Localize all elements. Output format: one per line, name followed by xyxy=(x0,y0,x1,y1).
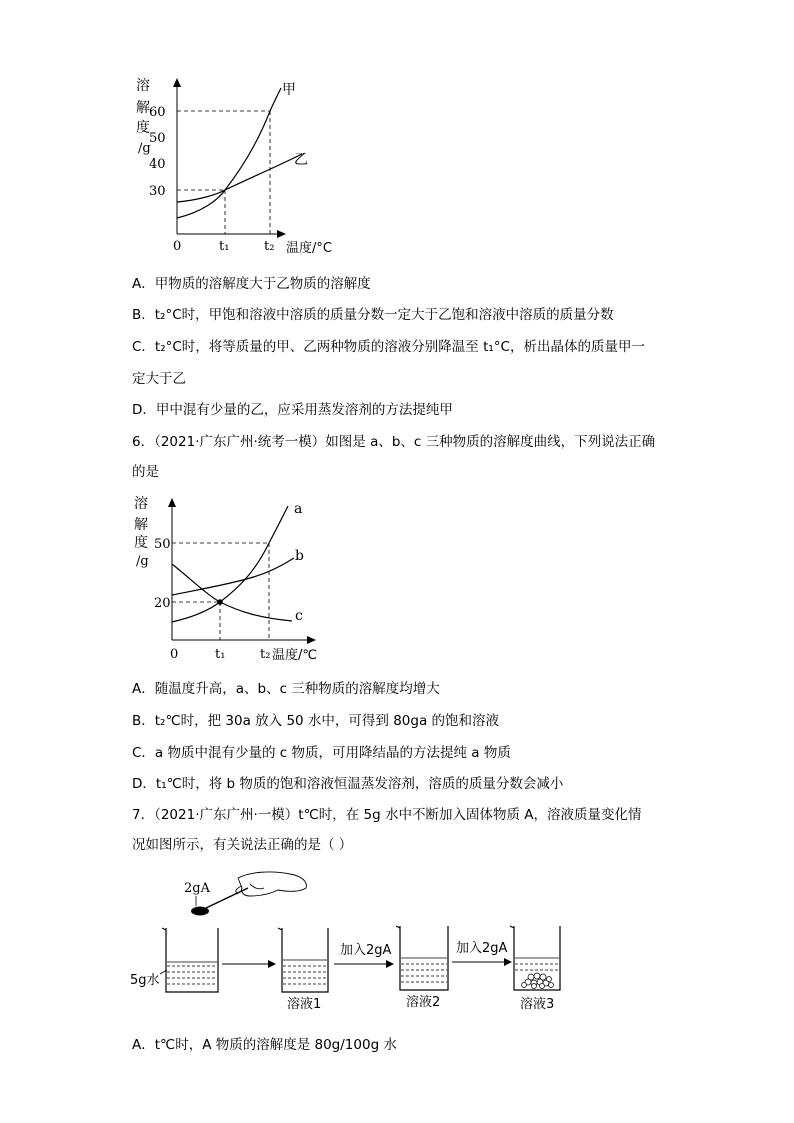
x-tick-t1: t₁ xyxy=(219,239,230,254)
x-axis-arrow xyxy=(307,636,316,644)
x-tick-t1: t₁ xyxy=(215,647,226,662)
curve-b xyxy=(172,558,294,595)
y-tick-30: 30 xyxy=(149,184,166,199)
q5-option-c-line2: 定大于乙 xyxy=(132,371,186,387)
q6-option-c: C．a 物质中混有少量的 c 物质，可用降结晶的方法提纯 a 物质 xyxy=(132,745,511,761)
q6-stem-line2: 的是 xyxy=(132,464,159,480)
add-label-2: 加入2gA xyxy=(456,941,508,956)
series-label-c: c xyxy=(295,608,303,624)
y-tick-50: 50 xyxy=(154,537,171,552)
q6-option-a: A．随温度升高，a、b、c 三种物质的溶解度均增大 xyxy=(132,681,440,697)
x-axis-label: 温度/°C xyxy=(286,241,332,256)
y-tick-20: 20 xyxy=(154,596,171,611)
beaker-solution-1 xyxy=(278,928,328,992)
origin-label: 0 xyxy=(173,239,182,254)
hand-icon xyxy=(236,872,306,896)
curve-a xyxy=(172,506,288,622)
undissolved-solid xyxy=(522,973,554,989)
q7-stem-line1: 7．（2021·广东广州·一模）t℃时，在 5g 水中不断加入固体物质 A，溶液质量变化情 xyxy=(132,807,642,823)
y-label-char: 解 xyxy=(134,517,148,533)
y-label-char: 度 xyxy=(136,120,150,136)
x-tick-t2: t₂ xyxy=(260,647,271,662)
q7-option-a: A．t℃时，A 物质的溶解度是 80g/100g 水 xyxy=(132,1037,397,1053)
beaker-solution-2 xyxy=(396,926,448,990)
y-axis-arrow xyxy=(168,498,176,507)
x-axis-arrow xyxy=(277,230,286,238)
y-axis-arrow xyxy=(173,78,181,87)
beaker-label-1: 溶液1 xyxy=(287,997,322,1012)
y-tick-60: 60 xyxy=(149,105,166,120)
y-label-char: 溶 xyxy=(134,496,148,512)
y-label-char: 度 xyxy=(134,535,148,551)
q5-option-a: A．甲物质的溶解度大于乙物质的溶解度 xyxy=(132,276,371,292)
series-label-jia: 甲 xyxy=(282,82,296,98)
beaker-solution-3 xyxy=(510,926,560,990)
origin-label: 0 xyxy=(170,647,179,662)
solubility-chart-1 xyxy=(130,72,350,262)
q5-option-b: B．t₂°C时，甲饱和溶液中溶质的质量分数一定大于乙饱和溶液中溶质的质量分数 xyxy=(132,307,614,323)
spoon-label: 2gA xyxy=(184,881,210,896)
solubility-chart-2 xyxy=(130,492,350,667)
series-label-yi: 乙 xyxy=(294,152,308,168)
q7-experiment-diagram xyxy=(130,866,590,1016)
y-tick-40: 40 xyxy=(149,157,166,172)
y-label-char: /g xyxy=(138,141,151,156)
y-label-char: 解 xyxy=(136,100,150,116)
x-tick-t2: t₂ xyxy=(264,239,275,254)
y-label-char: 溶 xyxy=(136,78,150,94)
series-label-a: a xyxy=(294,501,303,517)
curve-yi xyxy=(177,154,302,202)
q7-stem-line2: 况如图所示，有关说法正确的是（ ） xyxy=(132,837,353,853)
curve-jia xyxy=(177,88,281,218)
q6-option-d: D．t₁℃时，将 b 物质的饱和溶液恒温蒸发溶剂，溶质的质量分数会减小 xyxy=(132,776,564,792)
beaker-label-3: 溶液3 xyxy=(520,997,555,1012)
water-label: 5g水 xyxy=(130,973,160,988)
intersection-dot xyxy=(217,599,223,605)
beaker-label-2: 溶液2 xyxy=(406,995,441,1010)
series-label-b: b xyxy=(295,548,304,564)
y-label-char: /g xyxy=(136,554,149,569)
beaker-water xyxy=(162,928,218,992)
q5-option-d: D．甲中混有少量的乙，应采用蒸发溶剂的方法提纯甲 xyxy=(132,402,453,418)
x-axis-label: 温度/℃ xyxy=(272,648,317,663)
q5-option-c-line1: C．t₂°C时，将等质量的甲、乙两种物质的溶液分别降温至 t₁°C，析出晶体的质量甲一 xyxy=(132,339,645,355)
add-label-1: 加入2gA xyxy=(340,943,392,958)
q6-stem-line1: 6．（2021·广东广州·统考一模）如图是 a、b、c 三种物质的溶解度曲线，下列说法正确 xyxy=(132,434,656,450)
q6-option-b: B．t₂℃时，把 30a 放入 50 水中，可得到 80ga 的饱和溶液 xyxy=(132,713,500,729)
y-tick-50: 50 xyxy=(149,131,166,146)
